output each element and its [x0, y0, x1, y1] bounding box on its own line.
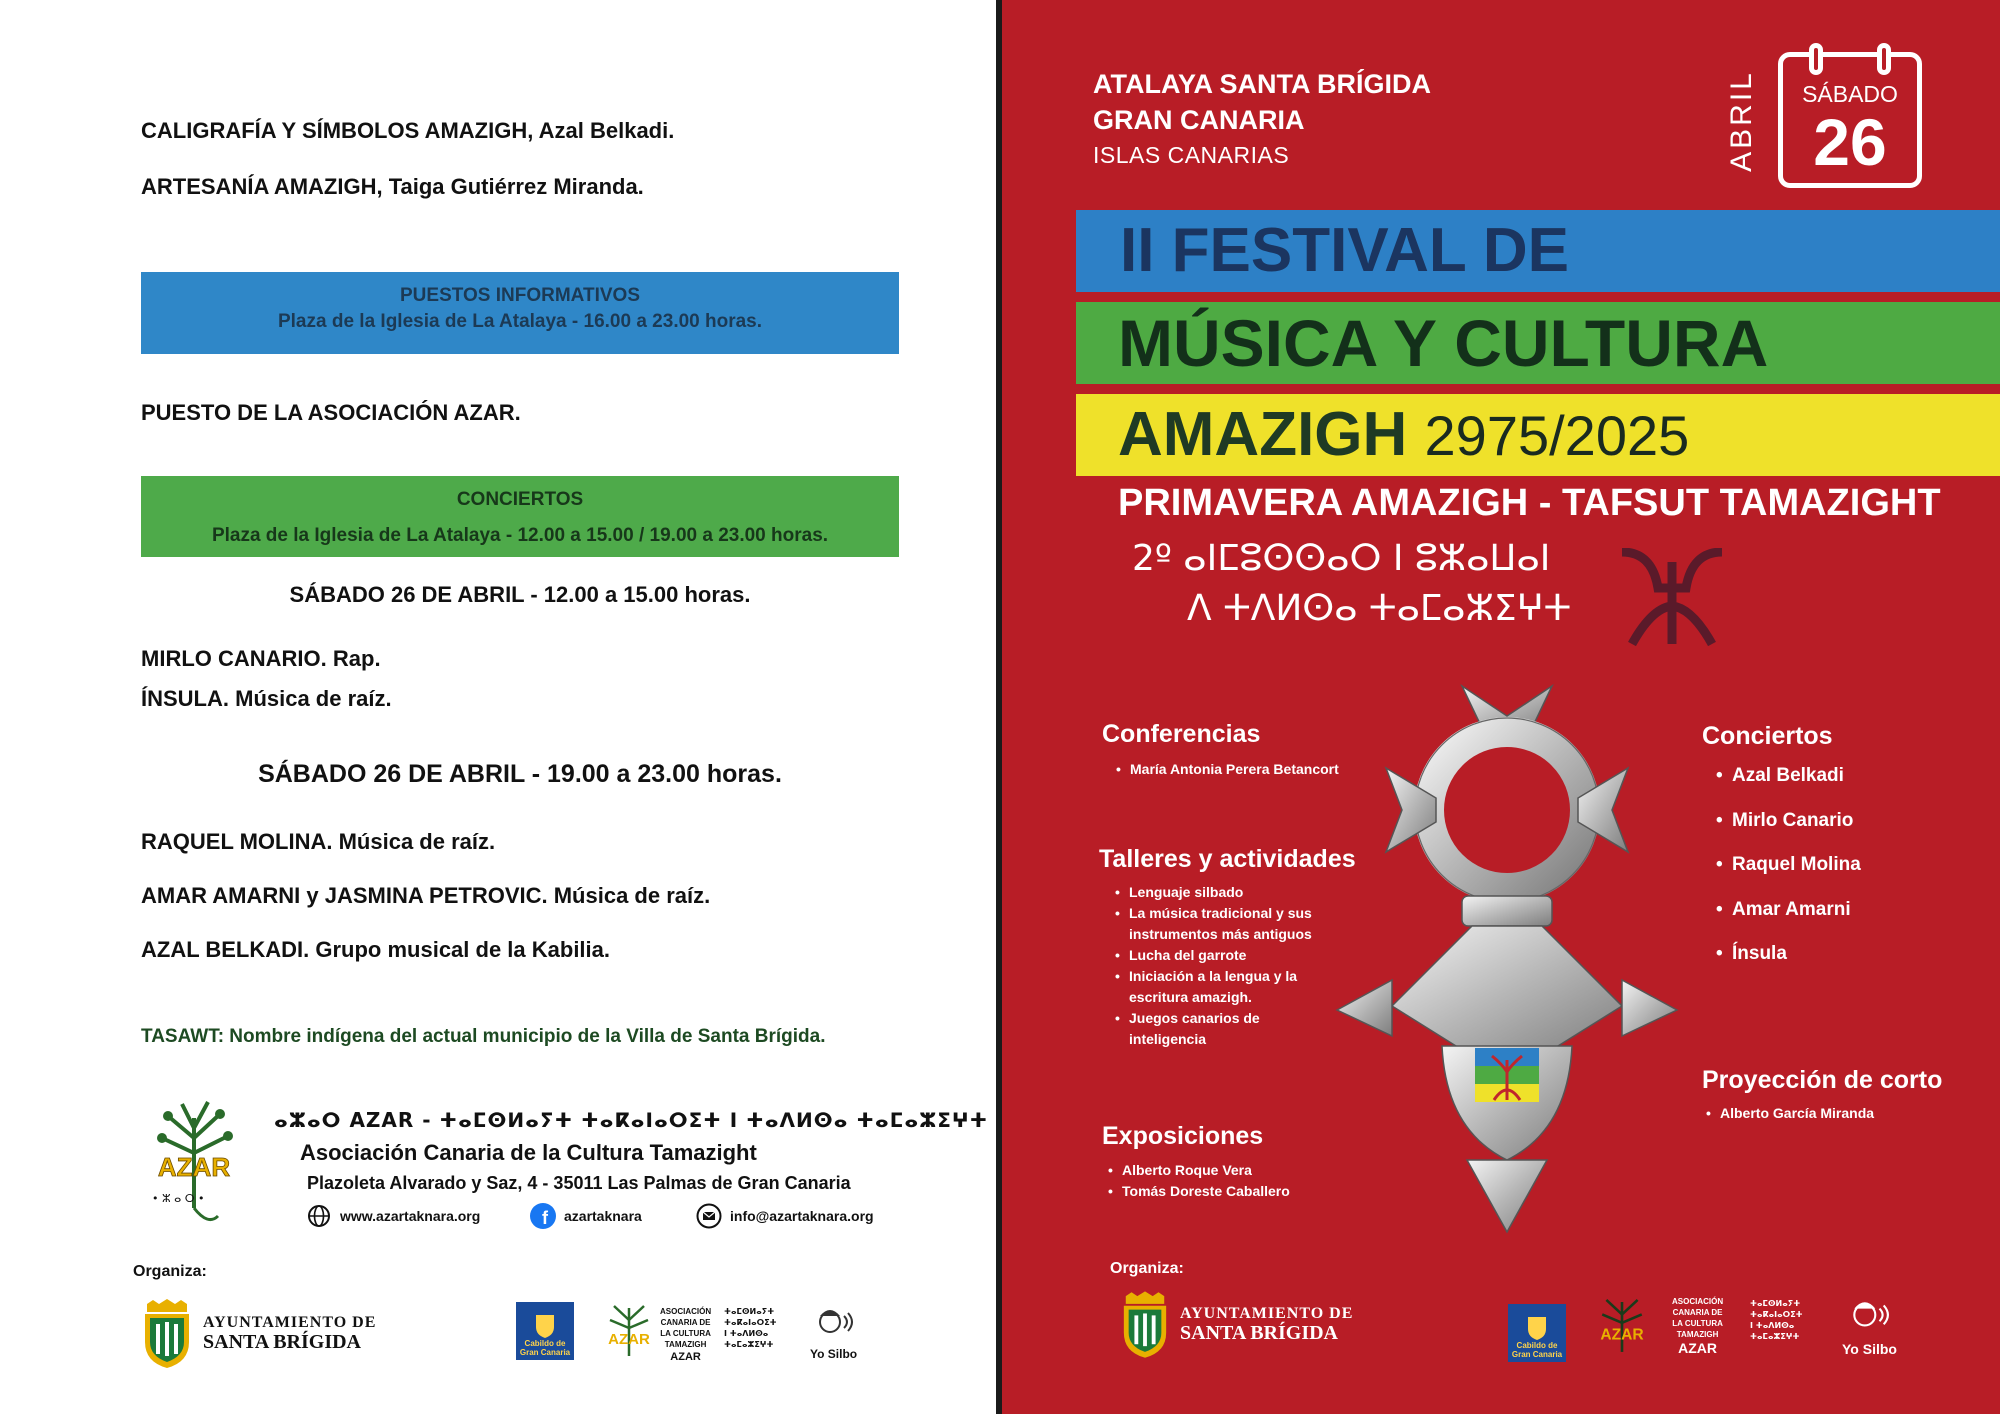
band-subtitle: Plaza de la Iglesia de La Atalaya - 16.00 a 23.00 horas. — [277, 311, 763, 332]
azar-logo — [148, 1098, 240, 1230]
azar-mini-name: AZAR — [1678, 1340, 1717, 1356]
azar-mini-tifinagh — [1750, 1298, 1803, 1342]
azar-mini-logo — [604, 1298, 654, 1368]
left-page — [0, 0, 996, 1414]
title-amazigh: AMAZIGH — [1118, 400, 1408, 469]
talleres-list — [1115, 882, 1312, 1050]
azar-mini-text — [1672, 1296, 1723, 1354]
list-item: • Lenguaje silbado — [1115, 882, 1312, 903]
cabildo-line1: Cabildo de — [524, 1339, 566, 1348]
stand-line: PUESTO DE LA ASOCIACIÓN AZAR. — [141, 400, 521, 425]
list-item: • Azal Belkadi — [1716, 754, 1861, 799]
exposiciones-list — [1108, 1160, 1290, 1202]
facebook-link[interactable] — [530, 1202, 642, 1230]
list-item: • Alberto García Miranda — [1706, 1103, 1874, 1124]
azar-tif-line: ⵜⴰⵎⵙⵍⴰⵢⵜ — [1750, 1299, 1801, 1308]
sb-line2: SANTA BRÍGIDA — [203, 1330, 361, 1353]
website-text: www.azartaknara.org — [340, 1208, 481, 1224]
tuareg-cross-pendant-image — [1332, 680, 1682, 1240]
crest-icon — [141, 1298, 193, 1370]
list-item: • Raquel Molina — [1716, 843, 1861, 888]
conferencias-title: Conferencias — [1102, 720, 1261, 748]
yo-silbo-logo — [810, 1304, 857, 1361]
svg-text:f: f — [542, 1208, 548, 1228]
whistler-icon — [1845, 1296, 1893, 1338]
concerts-band — [141, 476, 899, 557]
act-line: ÍNSULA. Música de raíz. — [141, 686, 392, 711]
azar-mini-line: CANARIA DE — [660, 1318, 711, 1327]
info-stands-band — [141, 272, 899, 354]
workshop-line: ARTESANÍA AMAZIGH, Taiga Gutiérrez Miranda. — [141, 174, 644, 199]
svg-text:• ⵣ ⴰ ⵔ •: • ⵣ ⴰ ⵔ • — [152, 1192, 205, 1205]
sb-line2: SANTA BRÍGIDA — [1180, 1321, 1338, 1344]
azar-mini-line: LA CULTURA — [1672, 1319, 1723, 1328]
cabildo-shield-icon — [1526, 1315, 1548, 1341]
act-line: AZAL BELKADI. Grupo musical de la Kabilia. — [141, 937, 611, 962]
azar-association-name: Asociación Canaria de la Cultura Tamazight — [300, 1140, 757, 1165]
calendar-icon — [1778, 52, 1922, 188]
facebook-text: azartaknara — [564, 1208, 642, 1224]
globe-icon — [306, 1203, 332, 1229]
svg-text:AZAR: AZAR — [1600, 1326, 1644, 1344]
list-item: • Alberto Roque Vera — [1108, 1160, 1290, 1181]
tifinagh-line1: 2º ⴰⵏⵎⵓⵙⵙⴰⵔ ⵏ ⵓⵣⴰⵡⴰⵏ — [1132, 538, 1551, 579]
azar-mini-line: ASOCIACIÓN — [660, 1307, 712, 1316]
conferencias-list — [1116, 759, 1339, 780]
organiza-label: Organiza: — [1110, 1260, 1184, 1277]
calendar-weekday: SÁBADO — [1802, 81, 1898, 107]
azar-mini-logo — [1596, 1290, 1648, 1366]
list-item: • Amar Amarni — [1716, 888, 1861, 933]
list-item: • Juegos canarios de — [1115, 1008, 1312, 1029]
cabildo-line1: Cabildo de — [1516, 1341, 1558, 1350]
exposiciones-title: Exposiciones — [1102, 1122, 1264, 1150]
calendar-ring — [1877, 43, 1891, 75]
proyeccion-title: Proyección de corto — [1702, 1066, 1943, 1094]
sb-line1: AYUNTAMIENTO DE — [203, 1314, 377, 1332]
azar-logo-text: AZAR — [157, 1152, 231, 1182]
band-title: PUESTOS INFORMATIVOS — [400, 285, 640, 306]
crest-icon — [1120, 1290, 1170, 1360]
yo-silbo-text: Yo Silbo — [810, 1347, 858, 1361]
facebook-icon — [530, 1203, 556, 1229]
azar-tif-line: ⵏ ⵜⴰⴷⵍⵙⴰ — [724, 1329, 769, 1338]
workshop-line: CALIGRAFÍA Y SÍMBOLOS AMAZIGH, Azal Belkadi. — [141, 118, 675, 143]
azar-mini-line: ASOCIACIÓN — [1672, 1297, 1724, 1306]
azar-tif-line: ⵏ ⵜⴰⴷⵍⵙⴰ — [1750, 1321, 1795, 1330]
list-item: • María Antonia Perera Betancort — [1116, 759, 1339, 780]
azar-tif-line: ⵜⴰⵎⵙⵍⴰⵢⵜ — [724, 1307, 775, 1316]
list-item: • La música tradicional y sus — [1115, 903, 1312, 924]
cabildo-line2: Gran Canaria — [519, 1348, 571, 1357]
website-link[interactable] — [306, 1202, 480, 1230]
azar-mini-text — [660, 1306, 711, 1363]
list-item: • Ínsula — [1716, 932, 1861, 977]
azar-tif-line: ⵜⴰⵎⴰⵣⵉⵖⵜ — [1750, 1332, 1800, 1341]
location-line2: GRAN CANARIA — [1093, 105, 1305, 135]
santa-brigida-logo — [1120, 1290, 1353, 1360]
band-title: CONCIERTOS — [456, 489, 584, 510]
svg-text:AZAR: AZAR — [608, 1331, 650, 1348]
azar-mini-line: TAMAZIGH — [664, 1340, 707, 1349]
session-heading: SÁBADO 26 DE ABRIL - 19.00 a 23.00 horas. — [258, 760, 782, 788]
email-link[interactable] — [696, 1202, 874, 1230]
azar-tifinagh-line: ⴰⵣⴰⵔ AZAR - ⵜⴰⵎⵙⵍⴰⵢⵜ ⵜⴰⴽⴰⵏⴰⵔⵉⵜ ⵏ ⵜⴰⴷⵍⵙⴰ ⵜⴰⵎⴰⵣⵉⵖⵜ — [274, 1108, 989, 1132]
talleres-title: Talleres y actividades — [1099, 845, 1356, 873]
location-region: ISLAS CANARIAS — [1093, 142, 1290, 168]
title-years: 2975/2025 — [1424, 404, 1690, 467]
tifinagh-line2: ⴷ ⵜⴷⵍⵙⴰ ⵜⴰⵎⴰⵣⵉⵖⵜ — [1187, 588, 1572, 629]
list-item: • Tomás Doreste Caballero — [1108, 1181, 1290, 1202]
yaz-symbol-icon — [1612, 548, 1732, 648]
list-item-continuation: instrumentos más antiguos — [1129, 926, 1312, 942]
whistler-icon — [812, 1304, 856, 1344]
month-label — [1722, 66, 1762, 176]
act-line: MIRLO CANARIO. Rap. — [141, 646, 381, 671]
cabildo-logo — [516, 1302, 574, 1360]
list-item-continuation: inteligencia — [1129, 1031, 1207, 1047]
tasawt-note: TASAWT: Nombre indígena del actual municipio de la Villa de Santa Brígida. — [141, 1026, 826, 1047]
act-line: RAQUEL MOLINA. Música de raíz. — [141, 829, 496, 854]
azar-tif-line: ⵜⴰⴽⴰⵏⴰⵔⵉⵜ — [1750, 1310, 1803, 1319]
email-text: info@azartaknara.org — [730, 1208, 874, 1224]
title-line3 — [1076, 394, 2000, 476]
location-heading — [1093, 66, 1431, 138]
azar-mini-line: TAMAZIGH — [1676, 1330, 1719, 1339]
azar-mini-line: CANARIA DE — [1672, 1308, 1723, 1317]
azar-mini-line: LA CULTURA — [660, 1329, 711, 1338]
cabildo-line2: Gran Canaria — [1511, 1350, 1563, 1359]
right-page — [1002, 0, 2000, 1414]
yo-silbo-text: Yo Silbo — [1842, 1341, 1897, 1357]
conciertos-list — [1716, 754, 1861, 977]
list-item: • Iniciación a la lengua y la — [1115, 966, 1312, 987]
cabildo-logo — [1508, 1304, 1566, 1362]
title-line1: II FESTIVAL DE — [1076, 210, 2000, 292]
month-text: ABRIL — [1725, 70, 1758, 172]
proyeccion-list — [1706, 1103, 1874, 1124]
mail-icon — [696, 1203, 722, 1229]
azar-address: Plazoleta Alvarado y Saz, 4 - 35011 Las Palmas de Gran Canaria — [307, 1173, 851, 1193]
azar-mini-name: AZAR — [670, 1351, 701, 1363]
act-line: AMAR AMARNI y JASMINA PETROVIC. Música de raíz. — [141, 883, 711, 908]
calendar-day: 26 — [1813, 105, 1887, 179]
organiza-label: Organiza: — [133, 1263, 207, 1280]
title-line2: MÚSICA Y CULTURA — [1076, 302, 2000, 384]
santa-brigida-logo — [141, 1298, 376, 1370]
conciertos-title: Conciertos — [1702, 722, 1833, 750]
list-item: • Lucha del garrote — [1115, 945, 1312, 966]
azar-tif-line: ⵜⴰⴽⴰⵏⴰⵔⵉⵜ — [724, 1318, 777, 1327]
subtitle: PRIMAVERA AMAZIGH - TAFSUT TAMAZIGHT — [1118, 482, 1941, 524]
band-subtitle: Plaza de la Iglesia de La Atalaya - 12.00 a 15.00 / 19.00 a 23.00 horas. — [211, 525, 829, 546]
calendar-ring — [1809, 43, 1823, 75]
azar-tif-line: ⵜⴰⵎⴰⵣⵉⵖⵜ — [724, 1340, 774, 1349]
list-item-continuation: escritura amazigh. — [1129, 989, 1252, 1005]
yo-silbo-logo — [1842, 1296, 1897, 1357]
list-item: • Mirlo Canario — [1716, 799, 1861, 844]
location-line1: ATALAYA SANTA BRÍGIDA — [1093, 69, 1432, 99]
cabildo-shield-icon — [534, 1313, 556, 1339]
sb-line1: AYUNTAMIENTO DE — [1180, 1305, 1354, 1323]
session-heading: SÁBADO 26 DE ABRIL - 12.00 a 15.00 horas. — [289, 582, 751, 607]
azar-mini-tifinagh — [724, 1306, 777, 1350]
